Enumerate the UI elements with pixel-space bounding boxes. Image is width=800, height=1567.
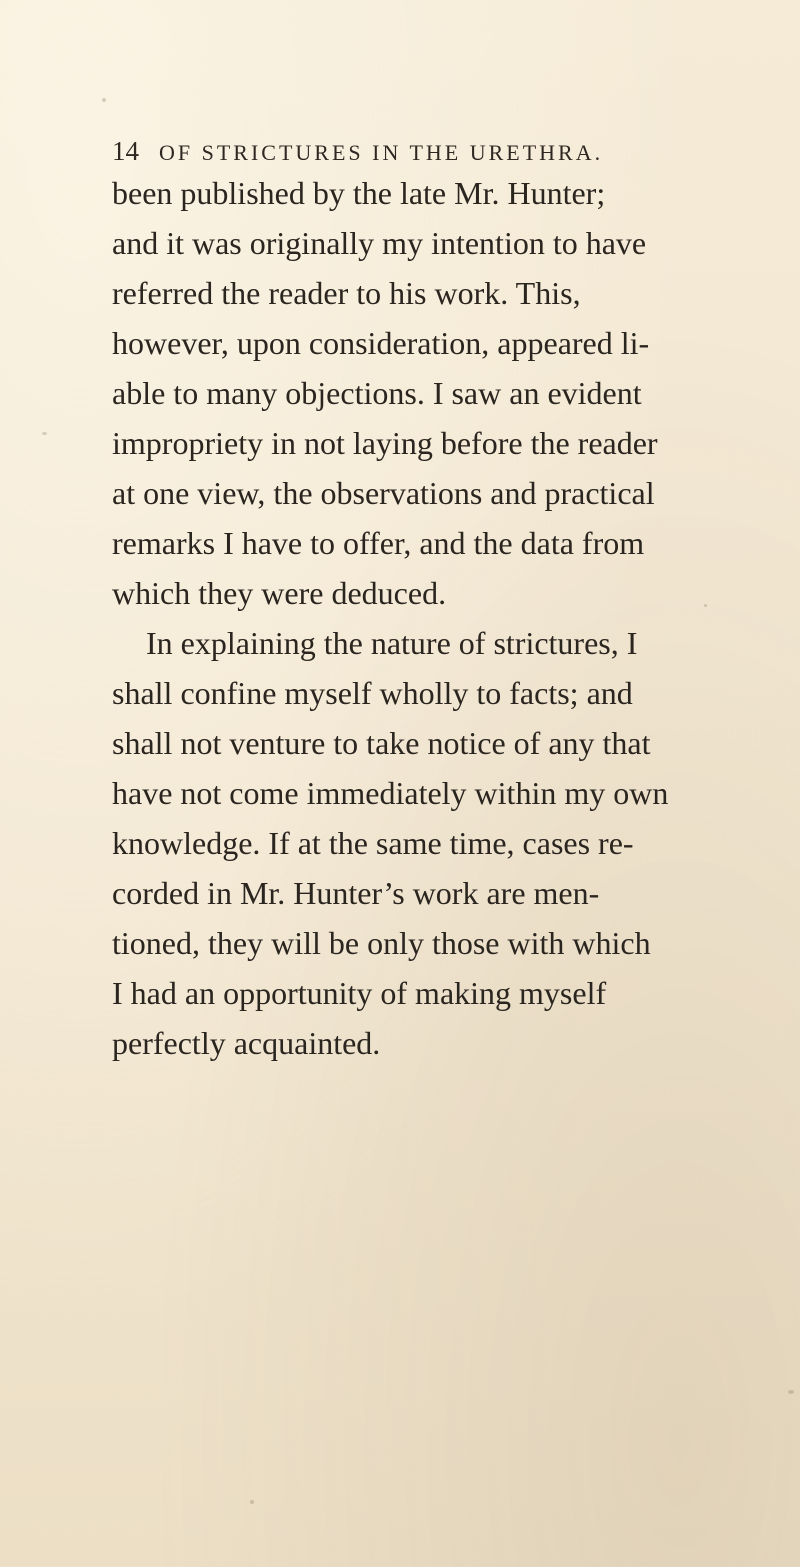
running-title: OF STRICTURES IN THE URETHRA. <box>159 140 604 165</box>
text-line: tioned, they will be only those with which <box>112 925 651 961</box>
text-line: which they were deduced. <box>112 575 447 611</box>
text-line: referred the reader to his work. This, <box>112 275 581 311</box>
body-text <box>112 168 800 1068</box>
text-line: knowledge. If at the same time, cases re- <box>112 825 634 861</box>
text-line: and it was originally my intention to have <box>112 225 647 261</box>
text-line: been published by the late Mr. Hunter; <box>112 175 606 211</box>
paper-speck <box>704 604 707 607</box>
text-line: able to many objections. I saw an evident <box>112 375 642 411</box>
paper-speck <box>788 1390 794 1394</box>
paragraph-start-line: In explaining the nature of strictures, I <box>146 625 638 661</box>
text-line: at one view, the observations and practical <box>112 475 655 511</box>
text-line: impropriety in not laying before the reader <box>112 425 658 461</box>
page-number: 14 <box>112 136 139 166</box>
text-line: corded in Mr. Hunter’s work are men- <box>112 875 600 911</box>
paper-speck <box>250 1500 254 1504</box>
paper-speck <box>102 98 106 102</box>
text-line: perfectly acquainted. <box>112 1025 381 1061</box>
text-line: shall not venture to take notice of any that <box>112 725 651 761</box>
text-line: remarks I have to offer, and the data from <box>112 525 645 561</box>
text-line: however, upon consideration, appeared li- <box>112 325 650 361</box>
paper-speck <box>42 432 47 435</box>
text-line: shall confine myself wholly to facts; and <box>112 675 633 711</box>
text-line: I had an opportunity of making myself <box>112 975 607 1011</box>
text-line: have not come immediately within my own <box>112 775 669 811</box>
